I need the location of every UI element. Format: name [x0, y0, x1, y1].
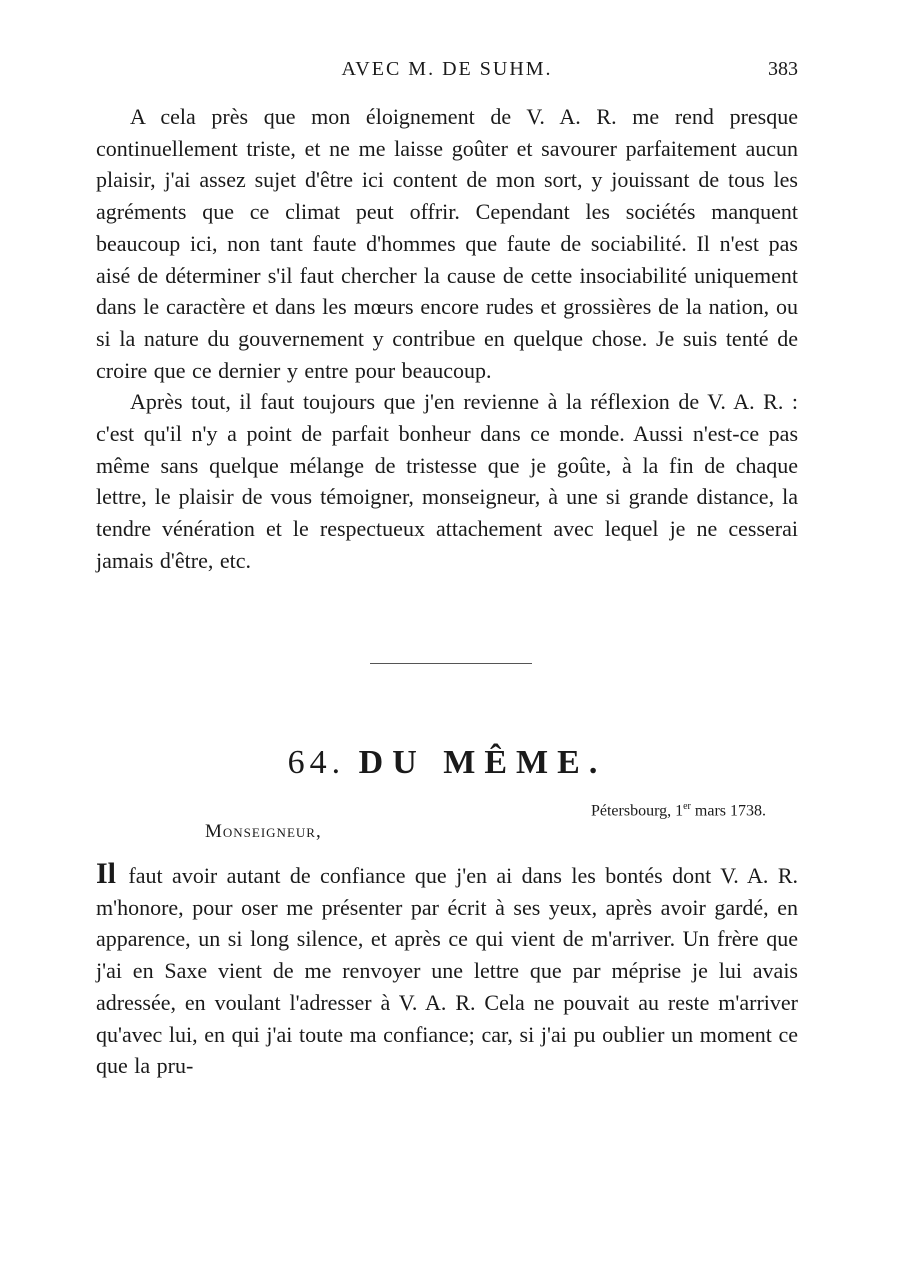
section-heading: DU MÊME.	[358, 744, 607, 781]
dateline	[591, 801, 766, 820]
paragraph: A cela près que mon éloignement de V. A. R. me rend presque continuellement triste, et ne me laisse goûter et savourer parfaitement aucun plaisir, j'ai assez sujet d'être ici content de mon sort, y jouissant de tous les agréments que ce climat peut offrir. Cependant les sociétés manquent beaucoup ici, non tant faute d'hommes que faute de sociabilité. Il n'est pas aisé de déterminer s'il faut chercher la cause de cette insociabilité uniquement dans le caractère et dans les mœurs encore rudes et grossières de la nation, ou si la nature du gouvernement y contribue en quelque chose. Je suis tenté de croire que ce dernier y entre pour beaucoup.	[96, 104, 798, 383]
dateline-day-suffix: er	[683, 801, 691, 812]
dateline-date: mars 1738.	[694, 802, 766, 820]
drop-cap: Il	[96, 857, 117, 890]
paragraph	[96, 857, 798, 1082]
letter-body	[96, 857, 798, 1082]
running-title: AVEC M. DE SUHM.	[341, 58, 553, 80]
section-separator	[370, 663, 532, 664]
section-title	[96, 744, 798, 782]
dateline-place: Pétersbourg,	[590, 802, 672, 820]
dateline-day: 1	[675, 802, 684, 820]
paragraph: Après tout, il faut toujours que j'en revienne à la réflexion de V. A. R. : c'est qu'il n'y a point de parfait bonheur dans ce monde. Aussi n'est-ce pas même sans quelque mélange de tristesse que je goûte, à la fin de chaque lettre, le plaisir de vous témoigner, monseigneur, à une si grande distance, la tendre vénération et le respectueux attachement avec lequel je ne cesserai jamais d'être, etc.	[96, 389, 798, 573]
page-number: 383	[768, 58, 798, 80]
running-head	[96, 58, 798, 88]
paragraph-text: faut avoir autant de confiance que j'en ai dans les bontés dont V. A. R. m'honore, pour oser me présenter par écrit à ses yeux, après avoir gardé, en apparence, un si long silence, et après ce qui vient de m'arriver. Un frère que j'ai en Saxe vient de me renvoyer une lettre que par méprise je lui avais adressée, en voulant l'adresser à V. A. R. Cela ne pouvait au reste m'arriver qu'avec lui, en qui j'ai toute ma confiance; car, si j'ai pu oublier un moment ce que la pru-	[96, 863, 798, 1079]
salutation: Monseigneur,	[205, 821, 322, 842]
section-number: 64.	[287, 744, 346, 781]
letter-continuation	[96, 101, 798, 577]
